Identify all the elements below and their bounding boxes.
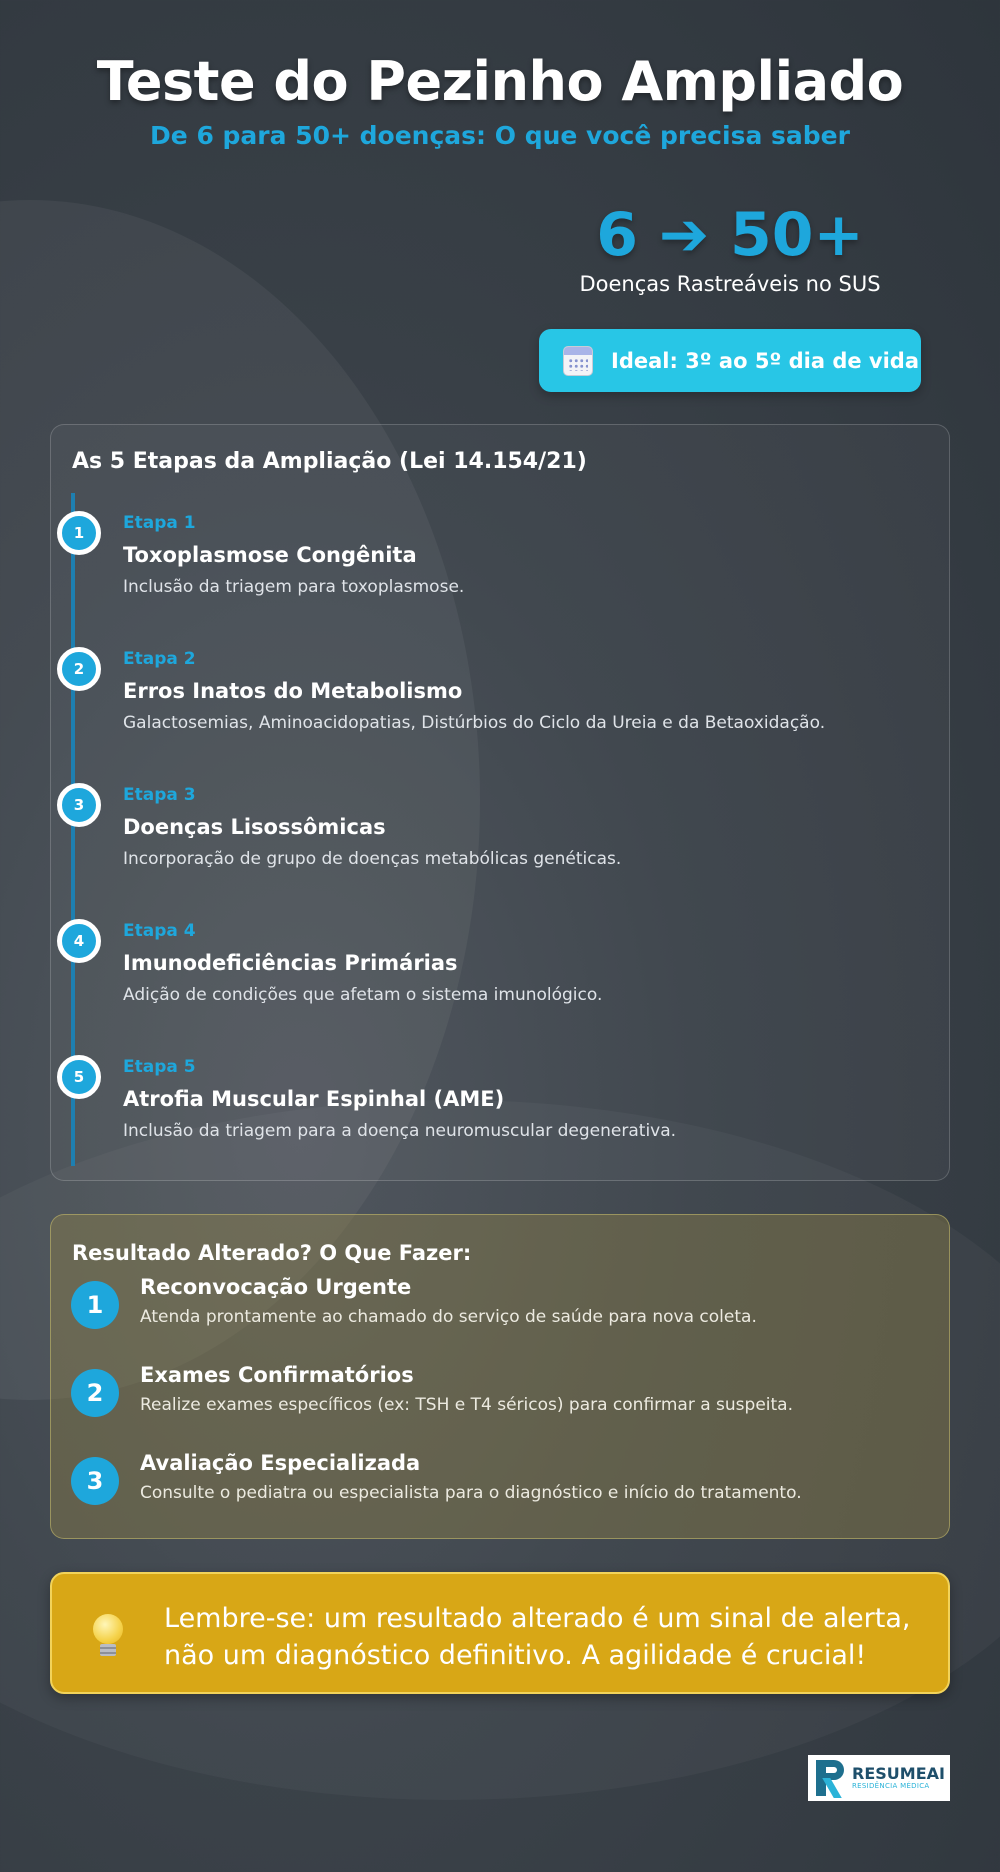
result-item-description: Atenda prontamente ao chamado do serviço de saúde para nova coleta. [140,1307,757,1327]
step-tag: Etapa 4 [123,921,196,941]
steps-card [50,424,950,1181]
ideal-badge [539,329,921,392]
ideal-text: Ideal: 3º ao 5º dia de vida [611,348,919,373]
step-title: Doenças Lisossômicas [123,815,386,839]
result-item-title: Avaliação Especializada [140,1451,421,1475]
step-title: Toxoplasmose Congênita [123,543,417,567]
result-number: 1 [71,1281,119,1329]
step-title: Imunodeficiências Primárias [123,951,458,975]
reminder-box [50,1572,950,1694]
calendar-icon [563,346,593,376]
step-description: Galactosemias, Aminoacidopatias, Distúrbios do Ciclo da Ureia e da Betaoxidação. [123,713,826,733]
step-number: 4 [57,919,101,963]
page-subtitle: De 6 para 50+ doenças: O que você precisa saber [150,121,850,150]
reminder-text [164,1600,934,1674]
page-header [0,0,1000,150]
step-number: 3 [57,783,101,827]
hero-to: 50+ [730,200,864,270]
result-item-title: Reconvocação Urgente [140,1275,412,1299]
step-tag: Etapa 1 [123,513,196,533]
result-item-description: Realize exames específicos (ex: TSH e T4 séricos) para confirmar a suspeita. [140,1395,793,1415]
step-tag: Etapa 5 [123,1057,196,1077]
step-description: Inclusão da triagem para a doença neuromuscular degenerativa. [123,1121,677,1141]
logo-name: RESUMEAI [852,1764,945,1783]
page-title: Teste do Pezinho Ampliado [96,50,904,113]
brand-logo [808,1755,950,1801]
step-title: Atrofia Muscular Espinhal (AME) [123,1087,505,1111]
step-number: 2 [57,647,101,691]
arrow-icon: ➔ [658,200,710,270]
logo-tagline: RESIDÊNCIA MÉDICA [852,1782,930,1790]
logo-mark-icon [814,1758,848,1798]
hero-label: Doenças Rastreáveis no SUS [579,272,881,296]
step-description: Inclusão da triagem para toxoplasmose. [123,577,465,597]
step-number: 1 [57,511,101,555]
result-card [50,1214,950,1539]
step-number: 5 [57,1055,101,1099]
step-description: Adição de condições que afetam o sistema imunológico. [123,985,603,1005]
result-number: 3 [71,1457,119,1505]
step-tag: Etapa 3 [123,785,196,805]
step-description: Incorporação de grupo de doenças metabólicas genéticas. [123,849,622,869]
hero-from: 6 [596,200,638,270]
step-tag: Etapa 2 [123,649,196,669]
result-item-title: Exames Confirmatórios [140,1363,414,1387]
hero-stat [560,200,900,296]
hero-number [560,200,900,270]
result-number: 2 [71,1369,119,1417]
lightbulb-icon [90,1614,126,1662]
result-item-description: Consulte o pediatra ou especialista para o diagnóstico e início do tratamento. [140,1483,802,1503]
steps-card-title: As 5 Etapas da Ampliação (Lei 14.154/21) [72,449,587,474]
step-title: Erros Inatos do Metabolismo [123,679,463,703]
result-card-title: Resultado Alterado? O Que Fazer: [72,1241,472,1265]
reminder-line: Lembre-se: um resultado alterado é um sinal de alerta, [164,1603,911,1634]
reminder-line: não um diagnóstico definitivo. A agilidade é crucial! [164,1640,867,1671]
